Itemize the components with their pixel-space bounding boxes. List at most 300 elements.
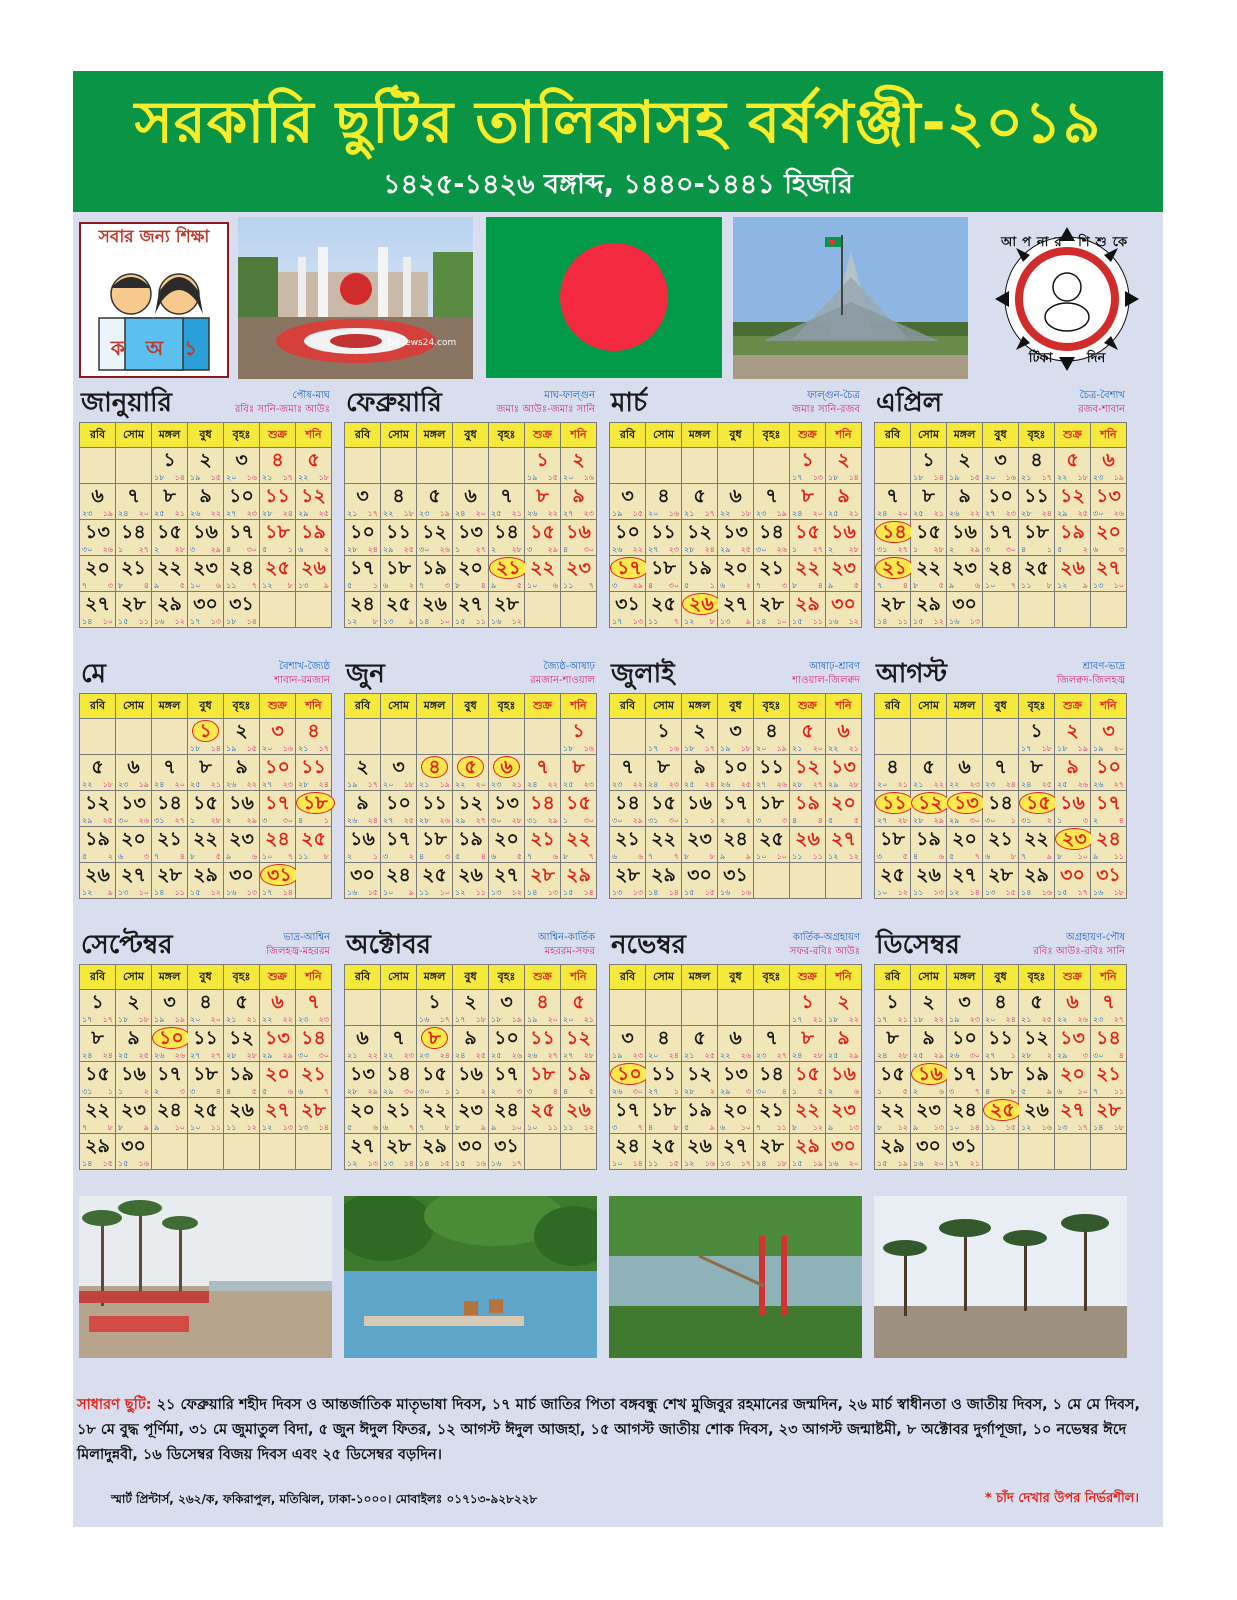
date-number: ২০ — [1096, 521, 1121, 543]
day-cell — [875, 448, 911, 484]
date-number: ২২ — [651, 828, 676, 850]
day-cell — [152, 863, 188, 899]
date-number: ৫ — [428, 485, 441, 507]
alt-calendar-dates: ৪ ৩ — [419, 852, 450, 861]
day-cell — [296, 520, 332, 556]
weekday-header: সোম — [911, 694, 947, 719]
date-number: ২৩ — [566, 557, 591, 579]
date-number: ৫ — [693, 1027, 706, 1049]
alt-calendar-dates: ১৬ ১২ — [154, 617, 185, 626]
alt-calendar-dates: ১ ২৭ — [792, 545, 823, 554]
alt-calendar-dates: ১২ ১৬ — [684, 1159, 715, 1168]
day-cell — [152, 990, 188, 1026]
weekday-header: শনি — [1091, 694, 1127, 719]
alt-calendar-dates: ২৪ ২০ — [154, 780, 185, 789]
date-number: ১৪ — [301, 1027, 326, 1049]
date-number: ২১ — [759, 557, 784, 579]
date-number: ১১ — [651, 1063, 676, 1085]
day-cell — [754, 990, 790, 1026]
alt-calendar-dates: ২০ ১৬ — [262, 744, 293, 753]
day-cell — [875, 1026, 911, 1062]
day-cell — [381, 448, 417, 484]
day-cell — [188, 1026, 224, 1062]
alt-calendar-dates: ২০ ২১ — [563, 1015, 594, 1024]
date-number: ২৫ — [193, 1099, 218, 1121]
day-cell — [754, 556, 790, 592]
day-cell — [525, 1134, 561, 1170]
date-number: ২২ — [85, 1099, 110, 1121]
date-number: ১৫ — [422, 1063, 447, 1085]
date-number: ২৬ — [916, 864, 941, 886]
alt-calendar-dates: ১৫ ১১ — [792, 617, 823, 626]
day-cell — [417, 556, 453, 592]
weekday-header: শনি — [296, 694, 332, 719]
alt-calendar-dates: ৩ ৫ — [877, 852, 908, 861]
day-cell — [188, 1098, 224, 1134]
date-number: ২৭ — [85, 593, 110, 615]
alt-calendar-dates: ১৯ ১৮ — [720, 744, 751, 753]
day-cell — [296, 791, 332, 827]
date-number: ৫ — [801, 720, 814, 742]
alt-calendar-dates: ১৯ ১৫ — [612, 509, 643, 518]
alt-calendar-dates: ২৩ ২৩ — [298, 1015, 329, 1024]
alt-calendar-dates: ১৪ ১৮ — [1093, 1123, 1124, 1132]
alt-calendar-dates: ২৮ ২৯ — [913, 816, 944, 825]
alt-calendar-dates: ২০ ১৯ — [756, 744, 787, 753]
hijri-months: জিলক্বদ-জিলহজ্ব — [1056, 675, 1125, 686]
bangla-months: আশ্বিন-কার্তিক — [537, 932, 595, 943]
day-cell — [826, 520, 862, 556]
day-cell — [296, 1098, 332, 1134]
alt-calendar-dates: ২৮ ২৪ — [262, 509, 293, 518]
alt-calendar-dates: ৩০ ২৯ — [612, 816, 643, 825]
day-cell — [1091, 719, 1127, 755]
day-cell — [80, 484, 116, 520]
day-cell — [80, 1026, 116, 1062]
alt-calendar-dates: ২০ ১৬ — [648, 509, 679, 518]
alt-calendar-dates: ৭ ৭ — [648, 852, 679, 861]
date-number: ২ — [693, 720, 706, 742]
date-number: ২৭ — [1096, 557, 1121, 579]
date-number: ১৭ — [1096, 792, 1121, 814]
date-number: ১৬ — [952, 521, 977, 543]
alt-calendar-dates: ৩০ ২৬ — [1093, 509, 1124, 518]
month-grid — [609, 964, 862, 1170]
day-cell — [875, 1134, 911, 1170]
day-cell — [381, 520, 417, 556]
day-cell — [790, 863, 826, 899]
date-number: ১৪ — [1096, 1027, 1121, 1049]
alt-calendar-dates: ২৫ ২৯ — [913, 1051, 944, 1060]
alt-calendar-dates: ১২ ৯ — [1057, 581, 1088, 590]
day-cell — [345, 791, 381, 827]
day-cell — [152, 827, 188, 863]
alt-calendar-dates: ২৮ ২৭ — [792, 780, 823, 789]
alt-calendar-dates: ৯ ৬ — [226, 852, 257, 861]
month-name: ডিসেম্বর — [876, 930, 960, 960]
day-cell — [826, 592, 862, 628]
alt-calendar-dates: ২০ ২১ — [877, 780, 908, 789]
weekday-header: সোম — [116, 423, 152, 448]
weekday-header: সোম — [116, 694, 152, 719]
alt-calendar-dates: ১৯ ১৭ — [347, 780, 378, 789]
alt-calendar-dates: ৫ ৯ — [1021, 1087, 1052, 1096]
day-cell — [80, 719, 116, 755]
date-number: ২১ — [615, 828, 640, 850]
hijri-months: সফর-রবিঃ আউঃ — [789, 946, 860, 957]
alt-calendar-dates: ২১ ১৭ — [684, 509, 715, 518]
holiday-list — [77, 1393, 1159, 1468]
alt-calendar-dates: ৯ ১০ — [491, 1123, 522, 1132]
date-number: ২৫ — [651, 593, 676, 615]
day-cell — [80, 755, 116, 791]
date-number: ৩ — [392, 756, 405, 778]
alt-calendar-dates: ২৪ ২৫ — [1021, 780, 1052, 789]
day-cell — [224, 863, 260, 899]
alt-calendar-dates: ২৯ ২৫ — [720, 545, 751, 554]
month-grid — [609, 693, 862, 899]
alt-calendar-dates: ১৮ ১৯ — [1057, 744, 1088, 753]
day-cell — [525, 1098, 561, 1134]
day-cell — [561, 1026, 597, 1062]
alt-calendar-dates: ১১ ৭ — [648, 617, 679, 626]
date-number: ২৪ — [615, 1135, 640, 1157]
day-cell — [296, 556, 332, 592]
alt-calendar-dates: ৫ ৯ — [684, 1123, 715, 1132]
day-cell — [525, 863, 561, 899]
alt-calendar-dates: ১৮ ১৯ — [491, 1015, 522, 1024]
day-cell — [911, 1062, 947, 1098]
day-cell — [116, 1026, 152, 1062]
weekday-header: সোম — [381, 965, 417, 990]
date-number: ৩ — [271, 720, 284, 742]
alt-calendar-dates: ৪ ৬ — [913, 852, 944, 861]
day-cell — [682, 990, 718, 1026]
alt-calendar-dates: ১২ ৯ — [82, 888, 113, 897]
date-number: ৯ — [837, 485, 850, 507]
day-cell — [381, 827, 417, 863]
day-cell — [345, 1062, 381, 1098]
month-grid — [344, 693, 597, 899]
day-cell — [826, 990, 862, 1026]
weekday-header: সোম — [911, 423, 947, 448]
date-number: ৬ — [1066, 991, 1079, 1013]
day-cell — [345, 755, 381, 791]
holiday-date: ১৫ — [1019, 792, 1054, 814]
date-number: ১৬ — [687, 792, 712, 814]
alt-calendar-dates: ১৬ ১৭ — [419, 1015, 450, 1024]
day-cell — [417, 719, 453, 755]
date-number: ১২ — [687, 521, 712, 543]
date-number: ১৯ — [85, 828, 110, 850]
day-cell — [754, 1098, 790, 1134]
alt-calendar-dates: ১০ ১২ — [877, 888, 908, 897]
day-cell — [489, 592, 525, 628]
alt-calendar-dates: ১৮ ১৪ — [828, 473, 859, 482]
alt-calendar-dates: ১৪ ১৫ — [419, 1159, 450, 1168]
alt-calendar-dates: ১৫ ১৬ — [118, 1159, 149, 1168]
alt-calendar-dates: ১০ ৭ — [262, 852, 293, 861]
date-number: ৫ — [1066, 449, 1079, 471]
weekday-header: রবি — [80, 694, 116, 719]
day-cell — [610, 1026, 646, 1062]
alt-calendar-dates: ৫ ৭ — [949, 852, 980, 861]
day-cell — [417, 1134, 453, 1170]
date-number: ৭ — [392, 1027, 405, 1049]
alt-calendar-dates: ১২ ১১ — [455, 888, 486, 897]
date-number: ৮ — [199, 756, 212, 778]
day-cell — [260, 1098, 296, 1134]
alt-calendar-dates: ৫ ৬ — [347, 1123, 378, 1132]
alt-calendar-dates: ৩০ ৪ — [1093, 1051, 1124, 1060]
day-cell — [1091, 556, 1127, 592]
date-number: ২ — [837, 991, 850, 1013]
day-cell — [983, 719, 1019, 755]
alt-calendar-dates: ১০ ১০ — [756, 852, 787, 861]
date-number: ৩০ — [952, 593, 977, 615]
date-number: ২৯ — [1024, 864, 1049, 886]
date-number: ৩ — [994, 449, 1007, 471]
day-cell — [1055, 556, 1091, 592]
day-cell — [790, 592, 826, 628]
day-cell — [453, 827, 489, 863]
hijri-months: জমাঃ আউঃ-জমাঃ সানি — [496, 404, 595, 415]
alt-calendar-dates: ৫ ১ — [347, 581, 378, 590]
date-number: ২৪ — [952, 1099, 977, 1121]
day-cell — [646, 556, 682, 592]
day-cell — [152, 719, 188, 755]
alt-calendar-dates: ১৫ ১৫ — [684, 888, 715, 897]
weekday-header: শনি — [826, 423, 862, 448]
weekday-header: শনি — [1091, 423, 1127, 448]
weekday-header: শুক্র — [525, 423, 561, 448]
day-cell — [260, 448, 296, 484]
date-number: ১৩ — [831, 756, 856, 778]
alt-calendar-dates: ১৩ ৯ — [383, 617, 414, 626]
alt-calendar-dates: ৭ ৮ — [419, 1123, 450, 1132]
alt-calendar-dates: ২৩ ১৯ — [82, 509, 113, 518]
alt-calendar-dates: ১১ ৮ — [1021, 581, 1052, 590]
alt-calendar-dates: ৪ ১ — [1021, 545, 1052, 554]
date-number: ২১ — [157, 828, 182, 850]
alt-calendar-dates: ১ ২৭ — [118, 545, 149, 554]
alt-calendar-dates: ১৬ ১৬ — [720, 888, 751, 897]
date-number: ৩ — [235, 449, 248, 471]
day-cell — [610, 592, 646, 628]
day-cell — [790, 484, 826, 520]
date-number: ১৪ — [386, 1063, 411, 1085]
weekday-header: শুক্র — [790, 965, 826, 990]
date-number: ৫ — [1030, 991, 1043, 1013]
alt-calendar-dates: ২৬ ২৭ — [527, 1051, 558, 1060]
alt-calendar-dates: ২০ ২৪ — [985, 1015, 1016, 1024]
date-number: ২৭ — [494, 864, 519, 886]
date-number: ২৯ — [880, 1135, 905, 1157]
day-cell — [718, 827, 754, 863]
day-cell — [1019, 791, 1055, 827]
day-cell — [525, 556, 561, 592]
day-cell — [224, 755, 260, 791]
alt-calendar-dates: ৫ ৫ — [828, 816, 859, 825]
date-number: ১৬ — [229, 792, 254, 814]
date-number: ৩০ — [831, 593, 856, 615]
alt-calendar-dates: ৫ ৪ — [455, 852, 486, 861]
alt-calendar-dates: ২৯ ২৫ — [1057, 509, 1088, 518]
day-cell — [561, 863, 597, 899]
alt-calendar-dates: ৪ ৩০ — [648, 581, 679, 590]
alt-calendar-dates: ১৭ ২১ — [792, 1015, 823, 1024]
date-number: ৯ — [464, 1027, 477, 1049]
weekday-header: বুধ — [188, 423, 224, 448]
day-cell — [875, 827, 911, 863]
alt-calendar-dates: ২৭ ২৩ — [262, 780, 293, 789]
alt-calendar-dates: ২৭ ২৫ — [383, 816, 414, 825]
date-number: ১২ — [687, 1063, 712, 1085]
alt-calendar-dates: ১৬ ১২ — [491, 617, 522, 626]
alt-calendar-dates: ২২ ১৮ — [82, 780, 113, 789]
day-cell — [489, 1098, 525, 1134]
weekday-header: রবি — [610, 694, 646, 719]
alt-calendar-dates: ২১ ২০ — [792, 744, 823, 753]
day-cell — [345, 827, 381, 863]
date-number: ২৮ — [301, 1099, 326, 1121]
date-number: ২৫ — [301, 828, 326, 850]
weekday-header: রবি — [345, 694, 381, 719]
date-number: ১৮ — [265, 521, 290, 543]
day-cell — [610, 827, 646, 863]
date-number: ১৫ — [530, 521, 555, 543]
alt-calendar-dates: ২৯ ৩ — [720, 1087, 751, 1096]
day-cell — [489, 1026, 525, 1062]
day-cell — [983, 448, 1019, 484]
alt-calendar-dates: ১৩ ১০ — [1093, 581, 1124, 590]
alt-calendar-dates: ২৮ ২ — [1021, 1051, 1052, 1060]
alt-calendar-dates: ২ ৩ — [491, 1087, 522, 1096]
alt-calendar-dates: ১৩ ১৪ — [383, 1159, 414, 1168]
day-cell — [188, 520, 224, 556]
day-cell — [152, 1062, 188, 1098]
alt-calendar-dates: ২৭ ১ — [985, 1051, 1016, 1060]
date-number: ১ — [801, 449, 814, 471]
date-number: ৬ — [958, 756, 971, 778]
alt-calendar-dates: ১২ ৮ — [262, 581, 293, 590]
alt-calendar-dates: ২৫ ২৯ — [828, 1051, 859, 1060]
date-number: ৪ — [657, 1027, 670, 1049]
day-cell — [947, 755, 983, 791]
alt-calendar-dates: ২৮ ২ — [684, 1087, 715, 1096]
date-number: ১১ — [265, 485, 290, 507]
day-cell — [417, 448, 453, 484]
day-cell — [875, 484, 911, 520]
date-number: ৬ — [729, 485, 742, 507]
day-cell — [296, 990, 332, 1026]
weekday-header: শুক্র — [1055, 965, 1091, 990]
alt-calendar-dates: ৭ ৪ — [877, 581, 908, 590]
date-number: ১২ — [229, 1027, 254, 1049]
day-cell — [345, 484, 381, 520]
alt-calendar-dates: ১১ ১৫ — [985, 1123, 1016, 1132]
date-number: ১ — [536, 449, 549, 471]
date-number: ১ — [801, 991, 814, 1013]
weekday-header: মঙ্গল — [947, 423, 983, 448]
day-cell — [911, 520, 947, 556]
alt-calendar-dates: ১১ ১২ — [226, 1123, 257, 1132]
date-number: ৮ — [91, 1027, 104, 1049]
day-cell — [489, 827, 525, 863]
alt-calendar-dates: ১০ ৬ — [190, 581, 221, 590]
day-cell — [682, 755, 718, 791]
date-number: ২৬ — [422, 593, 447, 615]
day-cell — [260, 1062, 296, 1098]
alt-calendar-dates: ১৯ ২০ — [1093, 744, 1124, 753]
weekday-header: রবি — [80, 965, 116, 990]
bangla-months: মাঘ-ফাল্গুন — [544, 390, 595, 401]
day-cell — [260, 719, 296, 755]
date-number: ২২ — [795, 557, 820, 579]
day-cell — [875, 592, 911, 628]
alt-calendar-dates: ২১ ১৭ — [347, 509, 378, 518]
hijri-months: জমাঃ সানি-রজব — [792, 404, 860, 415]
vaccination-logo — [983, 217, 1151, 379]
hanging-bridge-photo — [609, 1196, 862, 1358]
day-cell — [790, 448, 826, 484]
date-number: ১৮ — [422, 828, 447, 850]
holiday-date: ৪ — [417, 756, 452, 778]
day-cell — [116, 719, 152, 755]
date-number: ২০ — [831, 792, 856, 814]
date-number: ১১ — [422, 792, 447, 814]
day-cell — [453, 1098, 489, 1134]
day-cell — [718, 755, 754, 791]
day-cell — [116, 863, 152, 899]
day-cell — [345, 990, 381, 1026]
day-cell — [947, 827, 983, 863]
alt-calendar-dates: ৯ ১৩ — [913, 1123, 944, 1132]
alt-calendar-dates: ১ ২৭ — [455, 545, 486, 554]
date-number: ১৩ — [265, 1027, 290, 1049]
hijri-months: মহররম-সফর — [544, 946, 595, 957]
alt-calendar-dates: ৪ ৪ — [792, 816, 823, 825]
alt-calendar-dates: ২ ২৯ — [226, 816, 257, 825]
date-number: ১১ — [530, 1027, 555, 1049]
date-number: ৩০ — [831, 1135, 856, 1157]
alt-calendar-dates: ২৩ ২৭ — [756, 1051, 787, 1060]
month-grid — [609, 422, 862, 628]
day-cell — [1019, 1134, 1055, 1170]
day-cell — [1091, 1134, 1127, 1170]
date-number: ১১ — [301, 756, 326, 778]
alt-calendar-dates: ১১ ১০ — [419, 888, 450, 897]
date-number: ৬ — [729, 1027, 742, 1049]
day-cell — [718, 791, 754, 827]
day-cell — [1019, 1062, 1055, 1098]
day-cell — [610, 990, 646, 1026]
date-number: ১৪ — [157, 792, 182, 814]
alt-calendar-dates: ৩ ৭ — [949, 1087, 980, 1096]
alt-calendar-dates: ৯ ১১ — [1093, 852, 1124, 861]
weekday-header: শুক্র — [260, 965, 296, 990]
bangla-months: কার্তিক-অগ্রহায়ণ — [792, 932, 860, 943]
day-cell — [80, 827, 116, 863]
day-cell — [453, 592, 489, 628]
day-cell — [260, 592, 296, 628]
alt-calendar-dates: ৫ ৬ — [262, 1087, 293, 1096]
alt-calendar-dates: ৭ ৩ — [419, 581, 450, 590]
alt-calendar-dates: ৫ ১ — [684, 581, 715, 590]
alt-calendar-dates: ৮ ৫ — [190, 852, 221, 861]
day-cell — [1019, 719, 1055, 755]
weekday-header: মঙ্গল — [417, 965, 453, 990]
